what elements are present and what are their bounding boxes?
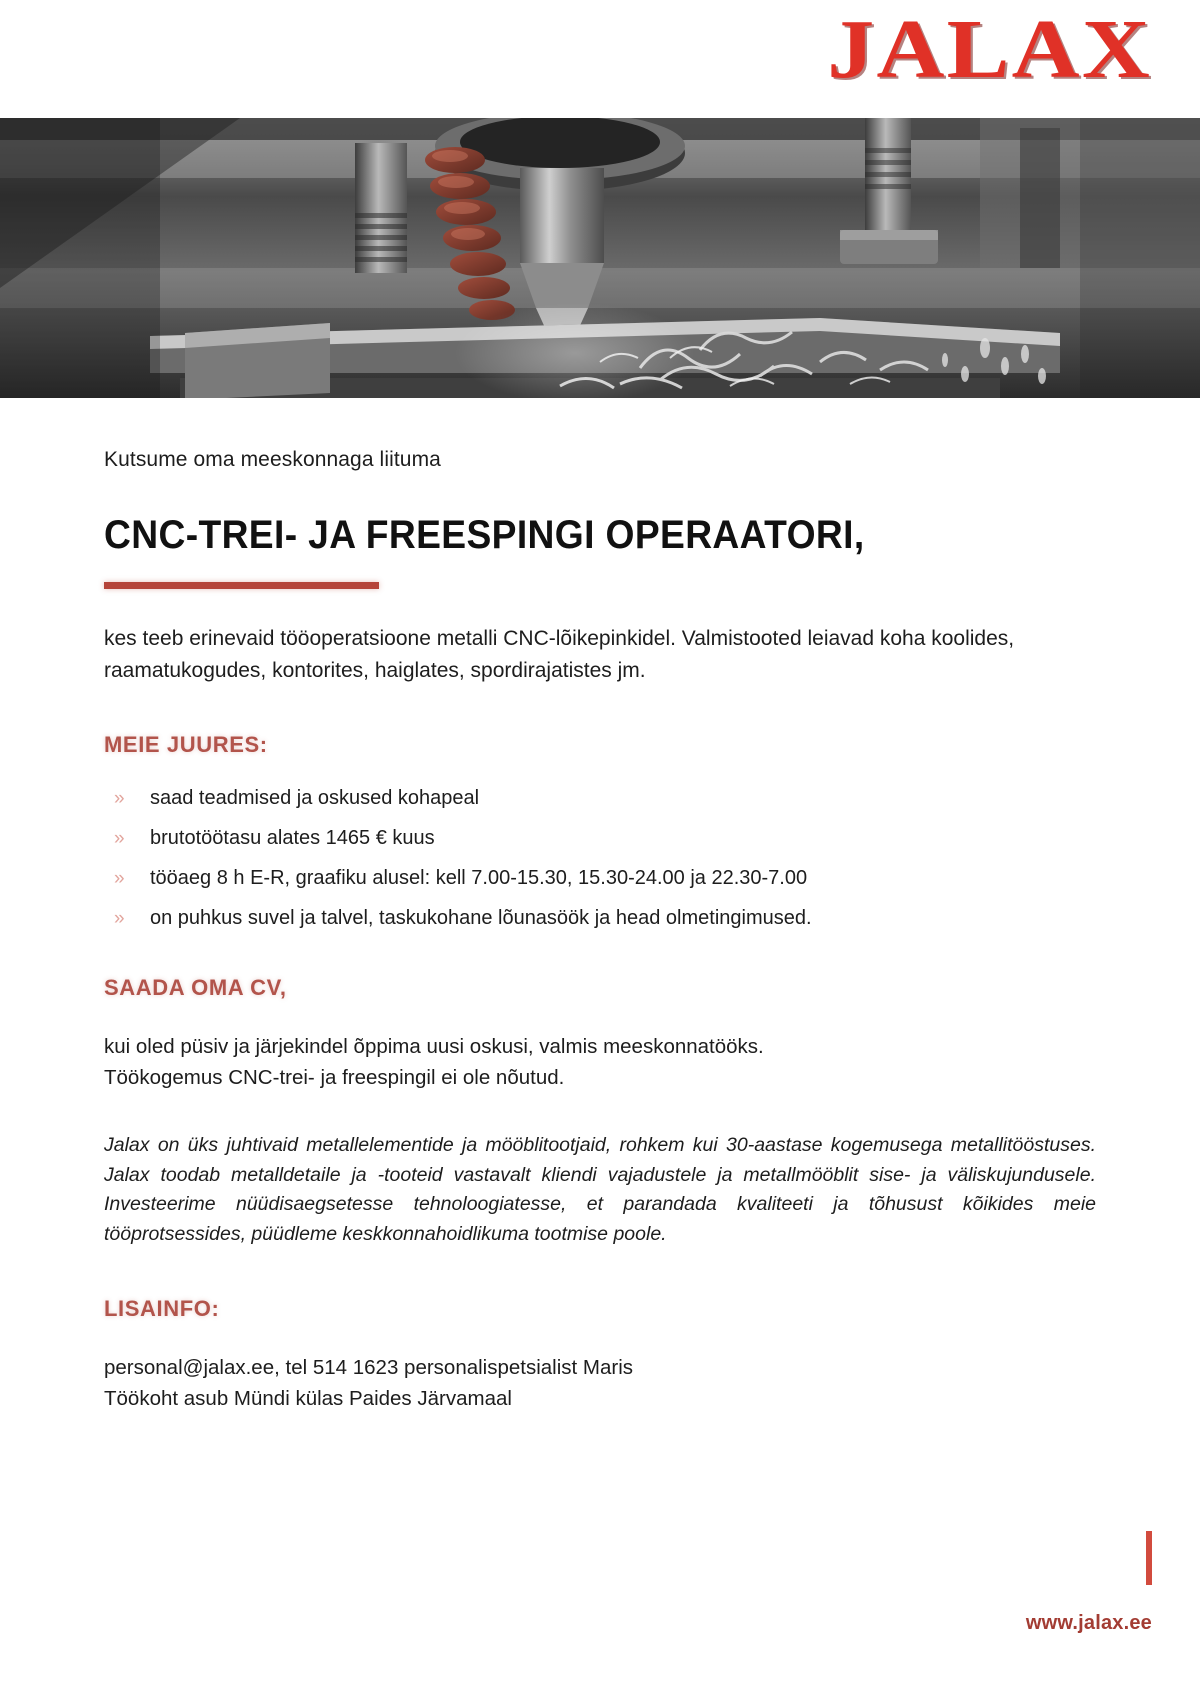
benefits-heading: MEIE JUURES: [104,731,268,757]
footer-accent-bar [1146,1531,1152,1585]
chevron-bullet-icon: » [114,907,125,929]
list-item [114,908,1096,928]
title-divider [104,582,379,589]
page-footer [0,1467,1200,1697]
list-item [114,788,1096,808]
website-url[interactable]: www.jalax.ee [1025,1612,1152,1634]
contact-line-1: personal@jalax.ee, tel 514 1623 personalispetsialist Maris [104,1355,634,1379]
cv-line-1: kui oled püsiv ja järjekindel õppima uusi oskusi, valmis meeskonnatööks. [104,1034,764,1058]
info-heading: LISAINFO: [104,1295,220,1321]
cv-heading: SAADA OMA CV, [104,974,287,1000]
list-item [114,828,1096,848]
benefit-text: tööaeg 8 h E-R, graafiku alusel: kell 7.00-15.30, 15.30-24.00 ja 22.30-7.00 [150,866,808,889]
cv-paragraph [104,1031,1096,1093]
page-header [0,0,1200,118]
contact-line-2: Töökoht asub Mündi külas Paides Järvamaal [104,1386,512,1410]
chevron-bullet-icon: » [114,827,125,849]
contact-block [104,1352,1096,1414]
benefit-text: brutotöötasu alates 1465 € kuus [150,826,435,849]
chevron-bullet-icon: » [114,787,125,809]
list-item [114,868,1096,888]
kicker-text: Kutsume oma meeskonnaga liituma [104,448,441,471]
benefit-text: on puhkus suvel ja talvel, taskukohane lõunasöök ja head olmetingimused. [150,906,812,929]
benefit-text: saad teadmised ja oskused kohapeal [150,786,480,809]
jalax-logo: JALAX [827,3,1152,96]
job-title: CNC-TREI- JA FREESPINGI OPERAATORI, [104,513,865,557]
lead-paragraph: kes teeb erinevaid tööoperatsioone metalli CNC-lõikepinkidel. Valmistooted leiavad koha koolides, raamatukogudes, kontorites, haiglates, spordirajatistes jm. [104,627,1015,682]
chevron-bullet-icon: » [114,867,125,889]
hero-image [0,118,1200,398]
posting-content [0,398,1200,1414]
cnc-machining-photo-illustration [0,118,1200,398]
cv-line-2: Töökogemus CNC-trei- ja freespingil ei ole nõutud. [104,1065,565,1089]
benefits-list [114,788,1096,928]
about-company-paragraph: Jalax on üks juhtivaid metallelementide ja mööblitootjaid, rohkem kui 30-aastase kogemusega metallitööstuses. Jalax toodab metalldetaile ja -tooteid vastavalt kliendi vajadustele ja metallmööblit sise- ja väliskujundusele. Investeerime nüüdisaegsetesse tehnoloogiatesse, et parandada kvaliteeti ja tõhusust kõikides meie tööprotsessides, püüdleme keskkonnahoidlikuma tootmise poole. [104,1134,1096,1245]
